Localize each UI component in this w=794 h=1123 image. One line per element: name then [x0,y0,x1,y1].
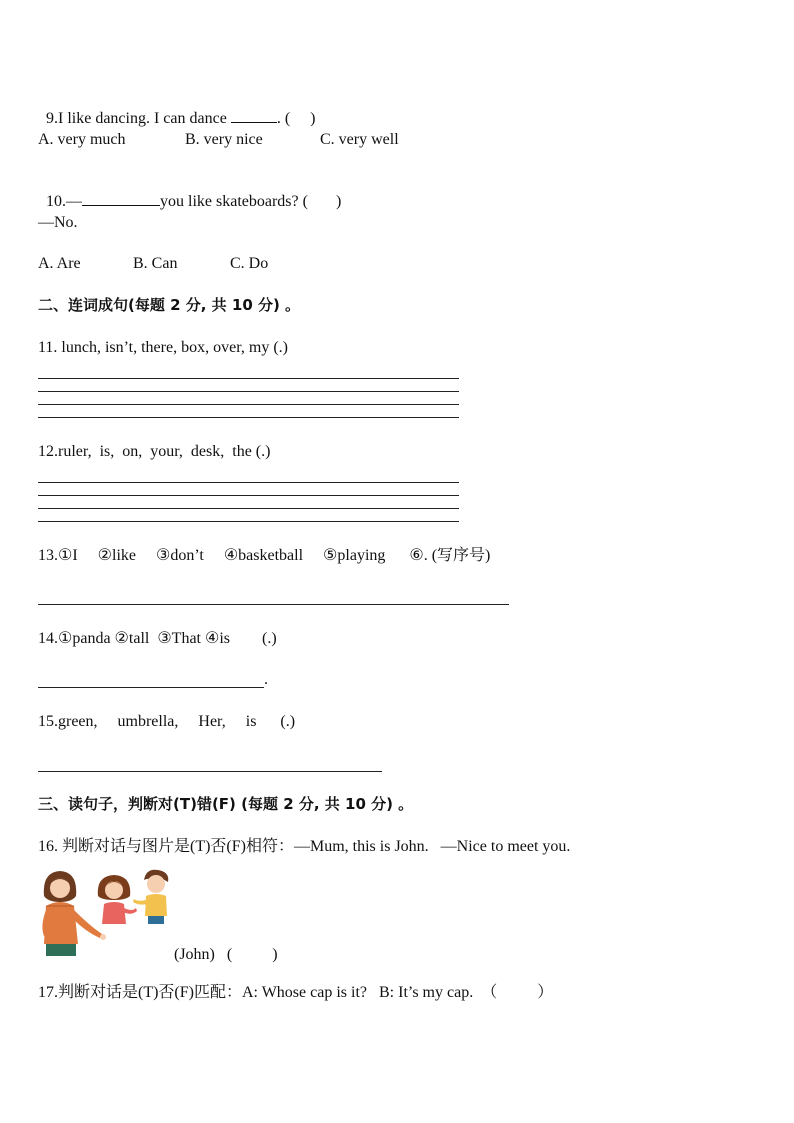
writing-line[interactable] [38,508,459,509]
answer-blank[interactable] [231,108,277,123]
option-b: B. Can [133,255,178,272]
question-10-stem: you like skateboards? ( ) [160,193,342,210]
section-3-title: 三、读句子，判断对(T)错(F) (每题 2 分, 共 10 分) 。 [38,795,414,813]
question-9 [38,88,315,129]
answer-period: . [264,671,268,688]
answer-line[interactable] [38,604,509,605]
question-17: 17.判断对话是(T)否(F)匹配：A: Whose cap is it? B: It’s my cap. （ ） [38,984,554,1001]
option-a: A. very much [38,131,126,148]
writing-line[interactable] [38,378,459,379]
question-14: 14.①panda ②tall ③That ④is (.) [38,630,277,647]
writing-line[interactable] [38,495,459,496]
writing-line[interactable] [38,482,459,483]
question-13: 13.①I ②like ③don’t ④basketball ⑤playing ⑥. (写序号) [38,547,491,564]
writing-line[interactable] [38,417,459,418]
question-10 [38,171,341,212]
question-15: 15.green, umbrella, Her, is (.) [38,713,296,730]
girl-figure [98,875,137,924]
question-10-reply: —No. [38,214,78,231]
section-2-title: 二、连词成句(每题 2 分, 共 10 分) 。 [38,296,301,314]
option-b: B. very nice [185,131,263,148]
question-16: 16. 判断对话与图片是(T)否(F)相符：—Mum, this is John. —Nice to meet you. [38,838,571,855]
question-11: 11. lunch, isn’t, there, box, over, my (.) [38,339,288,356]
question-9-bracket: . ( ) [276,110,316,127]
question-16-caption: (John) ( ) [174,946,278,963]
question-12: 12.ruler, is, on, your, desk, the (.) [38,443,271,460]
answer-blank[interactable] [82,191,160,206]
question-10-number: 10.— [46,193,82,210]
mum-figure [42,871,106,956]
family-illustration [36,866,178,960]
answer-line[interactable] [38,687,264,688]
option-a: A. Are [38,255,81,272]
writing-line[interactable] [38,521,459,522]
question-9-stem: 9.I like dancing. I can dance [46,110,231,127]
option-c: C. Do [230,255,269,272]
writing-line[interactable] [38,404,459,405]
writing-line[interactable] [38,391,459,392]
option-c: C. very well [320,131,399,148]
answer-line[interactable] [38,771,382,772]
boy-figure [133,870,168,924]
